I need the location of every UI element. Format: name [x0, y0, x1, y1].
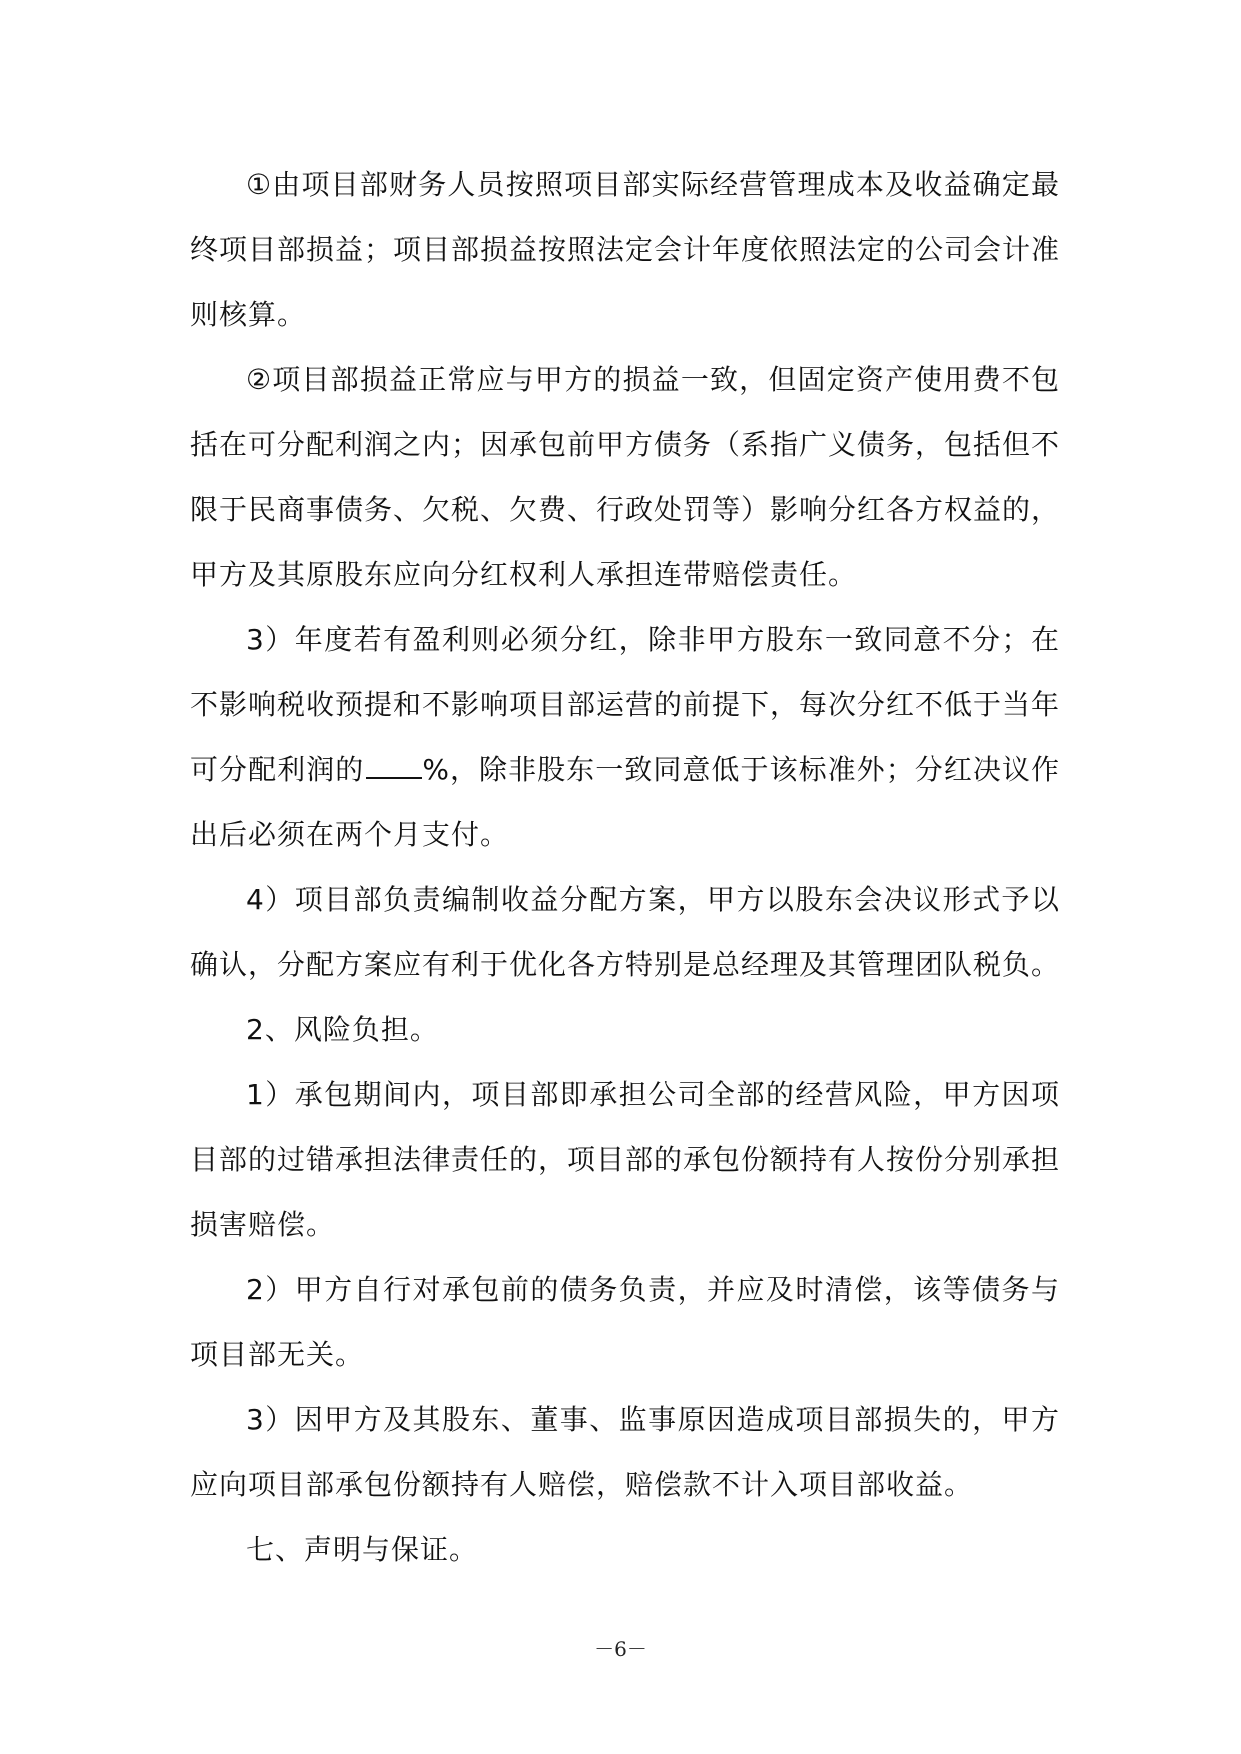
paragraph-9: 七、声明与保证。	[246, 1533, 479, 1566]
document-body	[190, 152, 1060, 1582]
page-number: －6－	[594, 1637, 647, 1661]
paragraph-5: 2、风险负担。	[246, 1013, 439, 1046]
paragraph-6: 1）承包期间内，项目部即承担公司全部的经营风险，甲方因项目部的过错承担法律责任的，项目部的承包份额持有人按份分别承担损害赔偿。	[190, 1078, 1061, 1241]
fill-in-blank[interactable]	[366, 755, 422, 779]
paragraph-2: ②项目部损益正常应与甲方的损益一致，但固定资产使用费不包括在可分配利润之内；因承包前甲方债务（系指广义债务，包括但不限于民商事债务、欠税、欠费、行政处罚等）影响分红各方权益的，甲方及其原股东应向分红权利人承担连带赔偿责任。	[190, 363, 1061, 591]
paragraph-3-part-2: %，除非股东一致同意低于该标准外；分红决议作出后必须在两个月支付。	[190, 753, 1060, 851]
paragraph-8: 3）因甲方及其股东、董事、监事原因造成项目部损失的，甲方应向项目部承包份额持有人赔偿，赔偿款不计入项目部收益。	[190, 1403, 1060, 1501]
paragraph-7: 2）甲方自行对承包前的债务负责，并应及时清偿，该等债务与项目部无关。	[190, 1273, 1060, 1371]
paragraph-4: 4）项目部负责编制收益分配方案，甲方以股东会决议形式予以确认，分配方案应有利于优化各方特别是总经理及其管理团队税负。	[190, 883, 1061, 981]
paragraph-3	[190, 607, 1060, 867]
paragraph-1: ①由项目部财务人员按照项目部实际经营管理成本及收益确定最终项目部损益；项目部损益按照法定会计年度依照法定的公司会计准则核算。	[190, 168, 1061, 331]
paragraph-3-part-1: 3）年度若有盈利则必须分红，除非甲方股东一致同意不分；在不影响税收预提和不影响项目部运营的前提下，每次分红不低于当年可分配利润的	[190, 623, 1061, 786]
